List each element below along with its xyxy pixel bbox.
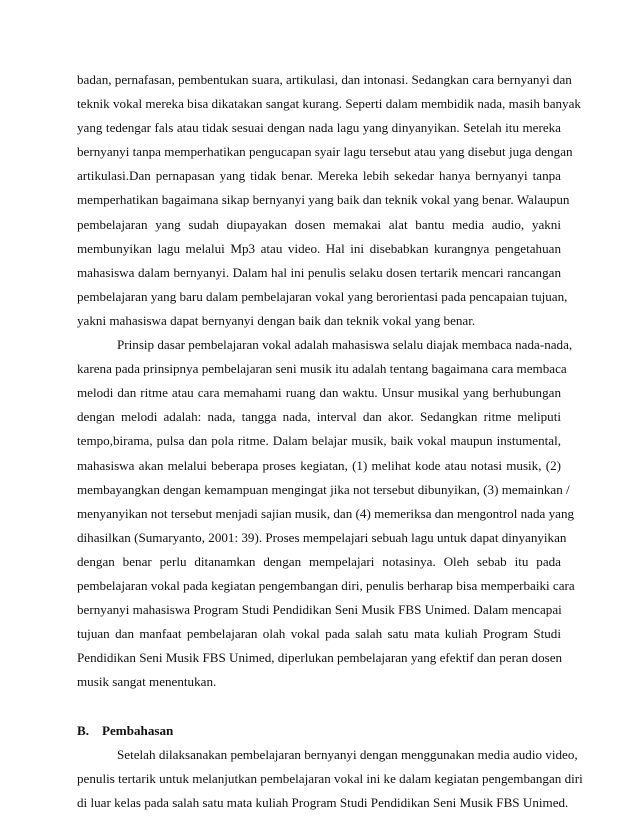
paragraph-line: teknik vokal mereka bisa dikatakan sangat kurang. Seperti dalam membidik nada, masih banyak: [77, 96, 581, 112]
paragraph-line: musik sangat menentukan.: [77, 674, 217, 690]
paragraph-line: tempo,birama, pulsa dan pola ritme. Dalam belajar musik, baik vokal maupun instumental,: [77, 433, 561, 449]
paragraph-line: penulis tertarik untuk melanjutkan pembelajaran vokal ini ke dalam kegiatan pengembangan diri: [77, 770, 583, 786]
paragraph-line: menyanyikan not tersebut menjadi sajian musik, dan (4) memeriksa dan mengontrol nada yang: [77, 505, 575, 521]
paragraph-3: [77, 743, 583, 815]
paragraph-line: karena pada prinsipnya pembelajaran seni musik itu adalah tentang bagaimana cara membaca: [77, 361, 567, 377]
paragraph-line: dengan benar perlu ditanamkan dengan mempelajari notasinya. Oleh sebab itu pada: [77, 553, 561, 569]
section-number: B.: [77, 722, 90, 738]
paragraph-line: badan, pernafasan, pembentukan suara, artikulasi, dan intonasi. Sedangkan cara bernyanyi dan: [77, 72, 572, 87]
paragraph-line: dihasilkan (Sumaryanto, 2001: 39). Proses mempelajari sebuah lagu untuk dapat dinyanyikan: [77, 529, 567, 545]
paragraph-line: yakni mahasiswa dapat bernyanyi dengan baik dan teknik vokal yang benar.: [77, 312, 476, 328]
paragraph-line: Pendidikan Seni Musik FBS Unimed, diperlukan pembelajaran yang efektif dan peran dosen: [77, 650, 563, 666]
paragraph-gap: [77, 694, 561, 718]
paragraph-line: dengan melodi adalah: nada, tangga nada, interval dan akor. Sedangkan ritme meliputi: [77, 409, 561, 425]
paragraph-line: tujuan dan manfaat pembelajaran olah vokal pada salah satu mata kuliah Program Studi: [77, 626, 561, 642]
section-title: Pembahasan: [102, 722, 174, 738]
paragraph-line: di luar kelas pada salah satu mata kuliah Program Studi Pendidikan Seni Musik FBS Unimed.: [77, 794, 569, 810]
paragraph-line: mahasiswa akan melalui beberapa proses kegiatan, (1) melihat kode atau notasi musik, (2): [77, 457, 561, 473]
section-heading: [77, 719, 561, 743]
paragraph-line: artikulasi.Dan pernapasan yang tidak benar. Mereka lebih sekedar hanya bernyanyi tanpa: [77, 168, 561, 184]
body-text: [77, 68, 583, 815]
paragraph-line: Prinsip dasar pembelajaran vokal adalah mahasiswa selalu diajak membaca nada-nada,: [117, 337, 573, 353]
paragraph-line: Setelah dilaksanakan pembelajaran bernyanyi dengan menggunakan media audio video,: [117, 746, 578, 762]
paragraph-line: mahasiswa dalam bernyanyi. Dalam hal ini penulis selaku dosen tertarik mencari rancangan: [77, 264, 561, 280]
paragraph-line: pembelajaran yang sudah diupayakan dosen memakai alat bantu media audio, yakni: [77, 216, 561, 232]
paragraph-line: memperhatikan bagaimana sikap bernyanyi yang baik dan teknik vokal yang benar. Walaupun: [77, 192, 570, 208]
paragraph-line: pembelajaran yang baru dalam pembelajaran vokal yang berorientasi pada pencapaian tujuan,: [77, 288, 568, 304]
paragraph-line: bernyanyi tanpa memperhatikan pengucapan syair lagu tersebut atau yang disebut juga dengan: [77, 144, 573, 160]
paragraph-line: membayangkan dengan kemampuan mengingat jika not tersebut dibunyikan, (3) memainkan /: [77, 481, 570, 497]
paragraph-line: bernyanyi mahasiswa Program Studi Pendidikan Seni Musik FBS Unimed. Dalam mencapai: [77, 602, 562, 618]
paragraph-line: membunyikan lagu melalui Mp3 atau video. Hal ini disebabkan kurangnya pengetahuan: [77, 240, 561, 256]
paragraph-line: melodi dan ritme atau cara memahami ruang dan waktu. Unsur musikal yang berhubungan: [77, 385, 561, 401]
paragraph-1: [77, 68, 581, 333]
paragraph-line: yang tedengar fals atau tidak sesuai dengan nada lagu yang dinyanyikan. Setelah itu mereka: [77, 120, 561, 136]
paragraph-2: [77, 333, 575, 694]
paragraph-line: pembelajaran vokal pada kegiatan pengembangan diri, penulis berharap bisa memperbaiki cara: [77, 577, 575, 593]
